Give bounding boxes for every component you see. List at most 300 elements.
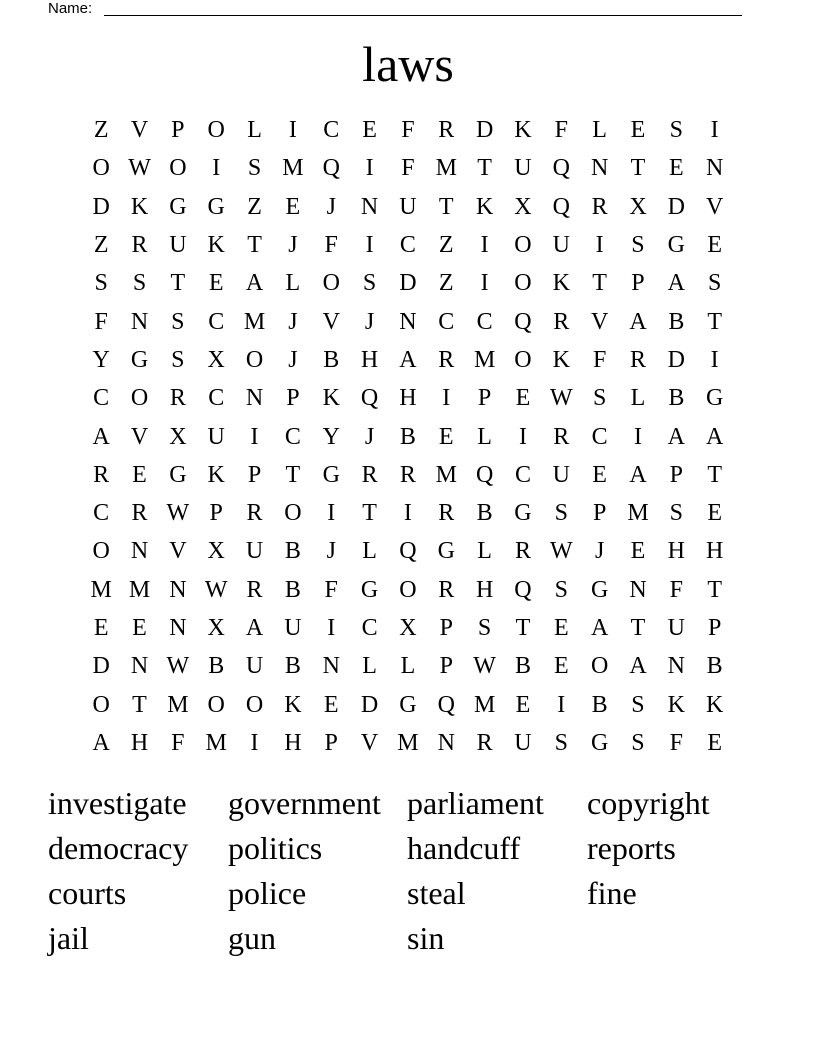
word-list-item: government — [228, 785, 381, 821]
grid-letter: J — [364, 308, 375, 335]
name-label: Name: — [48, 0, 96, 18]
grid-letter: V — [706, 193, 724, 220]
grid-letter: M — [473, 346, 496, 373]
grid-letter: R — [553, 308, 570, 335]
grid-letter: E — [208, 270, 224, 297]
grid-letter: D — [360, 691, 379, 718]
grid-letter: A — [245, 270, 264, 297]
grid-letter: I — [327, 500, 336, 527]
grid-letter: K — [706, 691, 724, 718]
grid-letter: L — [362, 653, 377, 680]
grid-letter: S — [94, 270, 108, 297]
grid-letter: S — [631, 232, 645, 259]
grid-letter: G — [590, 729, 609, 756]
grid-letter: A — [245, 615, 264, 641]
grid-letter: T — [170, 270, 186, 297]
grid-letter: S — [362, 270, 377, 297]
grid-letter: R — [438, 117, 455, 144]
grid-letter: H — [284, 729, 302, 756]
grid-letter: N — [130, 538, 149, 565]
grid-letter: T — [707, 461, 722, 488]
grid-letter: B — [284, 538, 301, 565]
grid-letter: S — [171, 308, 185, 335]
word-list-item: handcuff — [407, 830, 521, 866]
grid-letter: P — [209, 500, 223, 527]
grid-letter: O — [322, 270, 340, 297]
grid-letter: N — [629, 576, 647, 603]
grid-letter: E — [132, 461, 147, 488]
grid-letter: G — [322, 461, 340, 488]
word-list-item: politics — [228, 830, 323, 866]
grid-letter: K — [552, 346, 570, 373]
word-list-item: courts — [48, 875, 127, 911]
grid-letter: O — [245, 346, 264, 373]
grid-letter: A — [706, 423, 724, 450]
word-list — [48, 781, 768, 961]
grid-letter: O — [207, 117, 225, 144]
grid-letter: R — [93, 461, 110, 488]
word-list-item: gun — [228, 920, 276, 956]
grid-letter: J — [364, 423, 375, 450]
grid-letter: G — [437, 538, 455, 565]
grid-letter: F — [401, 155, 415, 182]
grid-letter: E — [630, 538, 646, 565]
grid-letter: N — [322, 653, 340, 680]
grid-letter: M — [435, 155, 457, 182]
grid-letter: F — [554, 117, 568, 144]
grid-letter: O — [514, 346, 532, 373]
grid-letter: G — [360, 576, 379, 603]
grid-letter: H — [399, 385, 417, 412]
grid-letter: K — [514, 117, 532, 144]
grid-letter: B — [476, 500, 493, 527]
grid-letter: U — [207, 423, 225, 450]
grid-letter: K — [284, 691, 302, 718]
grid-letter: F — [669, 729, 683, 756]
grid-letter: I — [288, 117, 297, 144]
grid-letter: C — [514, 461, 531, 488]
grid-letter: I — [403, 500, 412, 527]
grid-letter: E — [707, 729, 722, 756]
grid-letter: R — [438, 346, 455, 373]
grid-letter: E — [553, 615, 569, 641]
grid-letter: O — [130, 385, 149, 412]
grid-letter: U — [245, 538, 264, 565]
grid-letter: E — [515, 385, 531, 412]
puzzle-title: laws — [362, 36, 454, 92]
grid-letter: N — [130, 653, 149, 680]
letter-grid — [82, 111, 734, 762]
grid-letter: Z — [93, 232, 109, 259]
grid-letter: F — [324, 576, 338, 603]
grid-letter: I — [212, 155, 221, 182]
grid-letter: R — [131, 232, 148, 259]
grid-letter: E — [438, 423, 454, 450]
grid-letter: P — [669, 461, 683, 488]
grid-letter: I — [480, 270, 489, 297]
grid-letter: R — [131, 500, 148, 527]
grid-letter: M — [128, 576, 151, 603]
grid-letter: N — [360, 193, 379, 220]
grid-letter: M — [627, 500, 649, 527]
grid-letter: D — [475, 117, 494, 144]
grid-letter: K — [207, 461, 225, 488]
grid-letter: J — [326, 193, 336, 220]
grid-letter: L — [247, 117, 262, 144]
grid-letter: G — [130, 346, 149, 373]
grid-letter: I — [442, 385, 451, 412]
grid-letter: O — [207, 691, 225, 718]
grid-letter: B — [284, 653, 301, 680]
grid-letter: F — [171, 729, 185, 756]
grid-letter: S — [171, 346, 185, 373]
grid-letter: W — [549, 385, 573, 412]
grid-letter: K — [207, 232, 225, 259]
grid-letter: O — [514, 232, 532, 259]
grid-letter: S — [592, 385, 607, 412]
grid-letter: R — [476, 729, 493, 756]
grid-letter: X — [399, 615, 417, 641]
grid-letter: E — [132, 615, 147, 641]
word-list-item: sin — [407, 920, 445, 956]
grid-letter: Q — [437, 691, 455, 718]
grid-letter: C — [93, 385, 110, 412]
grid-letter: N — [169, 576, 187, 603]
grid-letter: N — [399, 308, 417, 335]
grid-letter: K — [552, 270, 570, 297]
grid-letter: T — [707, 308, 722, 335]
grid-letter: F — [592, 346, 607, 373]
grid-letter: I — [250, 423, 259, 450]
grid-letter: U — [169, 232, 187, 259]
grid-letter: H — [475, 576, 494, 603]
word-list-item: steal — [407, 875, 466, 911]
grid-letter: F — [324, 232, 338, 259]
grid-letter: P — [171, 117, 185, 144]
grid-letter: L — [285, 270, 301, 297]
grid-letter: B — [668, 385, 685, 412]
grid-letter: T — [592, 270, 607, 297]
grid-letter: S — [669, 117, 683, 144]
grid-letter: M — [90, 576, 112, 603]
grid-letter: W — [166, 500, 190, 527]
grid-letter: T — [247, 232, 262, 259]
grid-letter: S — [554, 576, 568, 603]
grid-letter: O — [399, 576, 417, 603]
grid-letter: G — [667, 232, 685, 259]
grid-letter: Q — [322, 155, 340, 182]
grid-letter: V — [590, 308, 609, 335]
grid-letter: Q — [360, 385, 379, 412]
grid-letter: B — [399, 423, 416, 450]
grid-letter: S — [247, 155, 262, 182]
grid-letter: E — [630, 117, 646, 144]
grid-letter: C — [284, 423, 301, 450]
grid-letter: N — [245, 385, 264, 412]
grid-letter: U — [245, 653, 264, 680]
grid-letter: M — [243, 308, 266, 335]
grid-letter: E — [285, 193, 301, 220]
grid-letter: R — [629, 346, 646, 373]
grid-letter: V — [130, 117, 149, 144]
grid-letter: T — [362, 500, 377, 527]
grid-letter: Z — [438, 270, 454, 297]
grid-letter: S — [707, 270, 722, 297]
grid-letter: Q — [552, 155, 570, 182]
word-list-item: parliament — [407, 785, 544, 821]
grid-letter: G — [207, 193, 225, 220]
grid-letter: R — [399, 461, 416, 488]
grid-letter: I — [633, 423, 642, 450]
grid-letter: S — [669, 500, 683, 527]
grid-letter: C — [361, 615, 378, 641]
grid-letter: S — [477, 615, 492, 641]
grid-letter: Z — [247, 193, 262, 220]
grid-letter: S — [554, 729, 568, 756]
grid-letter: Q — [475, 461, 494, 488]
grid-letter: F — [669, 576, 683, 603]
grid-letter: E — [592, 461, 607, 488]
grid-letter: T — [630, 155, 646, 182]
grid-letter: M — [397, 729, 419, 756]
grid-letter: U — [667, 615, 685, 641]
grid-letter: J — [326, 538, 336, 565]
grid-letter: W — [473, 653, 496, 680]
grid-letter: P — [707, 615, 722, 641]
grid-letter: Q — [514, 308, 532, 335]
grid-letter: G — [169, 461, 187, 488]
name-underline — [104, 15, 742, 16]
grid-letter: R — [514, 538, 531, 565]
grid-letter: X — [207, 538, 225, 565]
grid-letter: C — [208, 385, 225, 412]
grid-letter: V — [130, 423, 149, 450]
grid-letter: S — [631, 691, 645, 718]
grid-letter: G — [399, 691, 417, 718]
grid-letter: U — [399, 193, 417, 220]
grid-letter: P — [286, 385, 300, 412]
grid-letter: B — [208, 653, 225, 680]
grid-letter: I — [595, 232, 604, 259]
grid-letter: O — [92, 691, 110, 718]
grid-letter: C — [208, 308, 225, 335]
grid-letter: T — [285, 461, 301, 488]
grid-letter: I — [250, 729, 259, 756]
grid-letter: I — [365, 232, 374, 259]
grid-letter: X — [207, 346, 225, 373]
grid-letter: O — [590, 653, 609, 680]
grid-letter: A — [667, 423, 685, 450]
grid-letter: W — [204, 576, 228, 603]
grid-letter: Q — [514, 576, 532, 603]
grid-letter: M — [205, 729, 227, 756]
grid-letter: T — [515, 615, 531, 641]
grid-letter: H — [360, 346, 379, 373]
grid-letter: N — [169, 615, 187, 641]
grid-letter: R — [438, 500, 455, 527]
grid-letter: O — [514, 270, 532, 297]
grid-letter: B — [706, 653, 723, 680]
grid-letter: I — [710, 117, 719, 144]
grid-letter: W — [128, 155, 151, 182]
grid-letter: O — [92, 155, 110, 182]
grid-letter: R — [361, 461, 378, 488]
grid-letter: E — [668, 155, 684, 182]
word-list-item: jail — [48, 920, 89, 956]
grid-letter: M — [282, 155, 304, 182]
grid-letter: X — [629, 193, 647, 220]
word-list-item: copyright — [587, 785, 710, 821]
grid-letter: R — [591, 193, 608, 220]
grid-letter: O — [169, 155, 187, 182]
grid-letter: I — [480, 232, 489, 259]
grid-letter: X — [514, 193, 532, 220]
grid-letter: L — [477, 538, 492, 565]
grid-letter: R — [246, 576, 263, 603]
grid-letter: A — [399, 346, 417, 373]
grid-letter: C — [438, 308, 455, 335]
grid-letter: J — [594, 538, 605, 565]
grid-letter: G — [169, 193, 187, 220]
grid-letter: J — [288, 232, 298, 259]
grid-letter: Y — [322, 423, 340, 450]
grid-letter: R — [438, 576, 455, 603]
grid-letter: D — [667, 193, 685, 220]
grid-letter: C — [591, 423, 608, 450]
grid-letter: B — [514, 653, 531, 680]
grid-letter: R — [246, 500, 263, 527]
grid-letter: I — [710, 346, 719, 373]
grid-letter: K — [667, 691, 685, 718]
grid-letter: A — [590, 615, 609, 641]
grid-letter: X — [169, 423, 187, 450]
grid-letter: D — [92, 193, 110, 220]
grid-letter: Y — [92, 346, 110, 373]
grid-letter: C — [323, 117, 340, 144]
grid-letter: V — [322, 308, 340, 335]
grid-letter: T — [477, 155, 492, 182]
grid-letter: F — [401, 117, 415, 144]
grid-letter: I — [518, 423, 527, 450]
grid-letter: M — [473, 691, 496, 718]
grid-letter: I — [365, 155, 374, 182]
grid-letter: O — [92, 538, 110, 565]
grid-letter: C — [399, 232, 416, 259]
grid-letter: C — [476, 308, 493, 335]
grid-letter: P — [439, 615, 453, 641]
grid-letter: F — [94, 308, 108, 335]
grid-letter: H — [667, 538, 685, 565]
grid-letter: G — [514, 500, 532, 527]
grid-letter: Z — [438, 232, 454, 259]
grid-letter: A — [92, 423, 110, 450]
grid-letter: T — [132, 691, 147, 718]
grid-letter: E — [707, 232, 722, 259]
grid-letter: D — [399, 270, 417, 297]
grid-letter: G — [590, 576, 609, 603]
grid-letter: U — [552, 232, 570, 259]
grid-letter: M — [435, 461, 457, 488]
word-list-item: police — [228, 875, 307, 911]
grid-letter: U — [514, 155, 532, 182]
grid-letter: A — [667, 270, 685, 297]
grid-letter: W — [549, 538, 573, 565]
grid-letter: N — [667, 653, 685, 680]
grid-letter: B — [591, 691, 608, 718]
grid-letter: R — [169, 385, 186, 412]
grid-letter: S — [554, 500, 568, 527]
grid-letter: P — [247, 461, 262, 488]
grid-letter: L — [592, 117, 607, 144]
grid-letter: P — [439, 653, 453, 680]
grid-letter: N — [590, 155, 609, 182]
grid-letter: U — [284, 615, 302, 641]
grid-letter: X — [207, 615, 225, 641]
grid-letter: Z — [93, 117, 109, 144]
word-list-item: investigate — [48, 785, 187, 821]
grid-letter: Q — [552, 193, 570, 220]
grid-letter: N — [437, 729, 455, 756]
grid-letter: J — [288, 346, 298, 373]
grid-letter: Q — [399, 538, 417, 565]
grid-letter: L — [477, 423, 492, 450]
grid-letter: I — [327, 615, 336, 641]
grid-letter: H — [706, 538, 724, 565]
grid-letter: E — [362, 117, 377, 144]
grid-letter: R — [553, 423, 570, 450]
grid-letter: B — [323, 346, 340, 373]
grid-letter: U — [514, 729, 532, 756]
grid-letter: A — [92, 729, 110, 756]
grid-letter: S — [132, 270, 147, 297]
grid-letter: T — [707, 576, 722, 603]
grid-letter: D — [667, 346, 685, 373]
grid-letter: T — [630, 615, 646, 641]
grid-letter: B — [284, 576, 301, 603]
grid-letter: J — [288, 308, 298, 335]
grid-letter: E — [93, 615, 109, 641]
grid-letter: B — [668, 308, 685, 335]
name-field — [48, 0, 742, 18]
grid-letter: T — [438, 193, 454, 220]
grid-letter: E — [515, 691, 531, 718]
word-list-item: fine — [587, 875, 637, 911]
grid-letter: V — [169, 538, 187, 565]
grid-letter: P — [477, 385, 492, 412]
grid-letter: E — [707, 500, 722, 527]
word-list-item: democracy — [48, 830, 189, 866]
grid-letter: K — [130, 193, 149, 220]
grid-letter: V — [360, 729, 379, 756]
grid-letter: N — [706, 155, 724, 182]
grid-letter: A — [629, 653, 647, 680]
grid-letter: L — [630, 385, 646, 412]
grid-letter: O — [284, 500, 302, 527]
grid-letter: E — [323, 691, 339, 718]
word-list-item: reports — [587, 830, 676, 866]
grid-letter: A — [629, 461, 647, 488]
grid-letter: W — [166, 653, 190, 680]
grid-letter: N — [130, 308, 149, 335]
grid-letter: E — [553, 653, 569, 680]
grid-letter: P — [631, 270, 645, 297]
grid-letter: M — [167, 691, 189, 718]
grid-letter: G — [706, 385, 724, 412]
grid-letter: K — [475, 193, 494, 220]
grid-letter: P — [324, 729, 338, 756]
grid-letter: L — [362, 538, 377, 565]
grid-letter: L — [400, 653, 416, 680]
